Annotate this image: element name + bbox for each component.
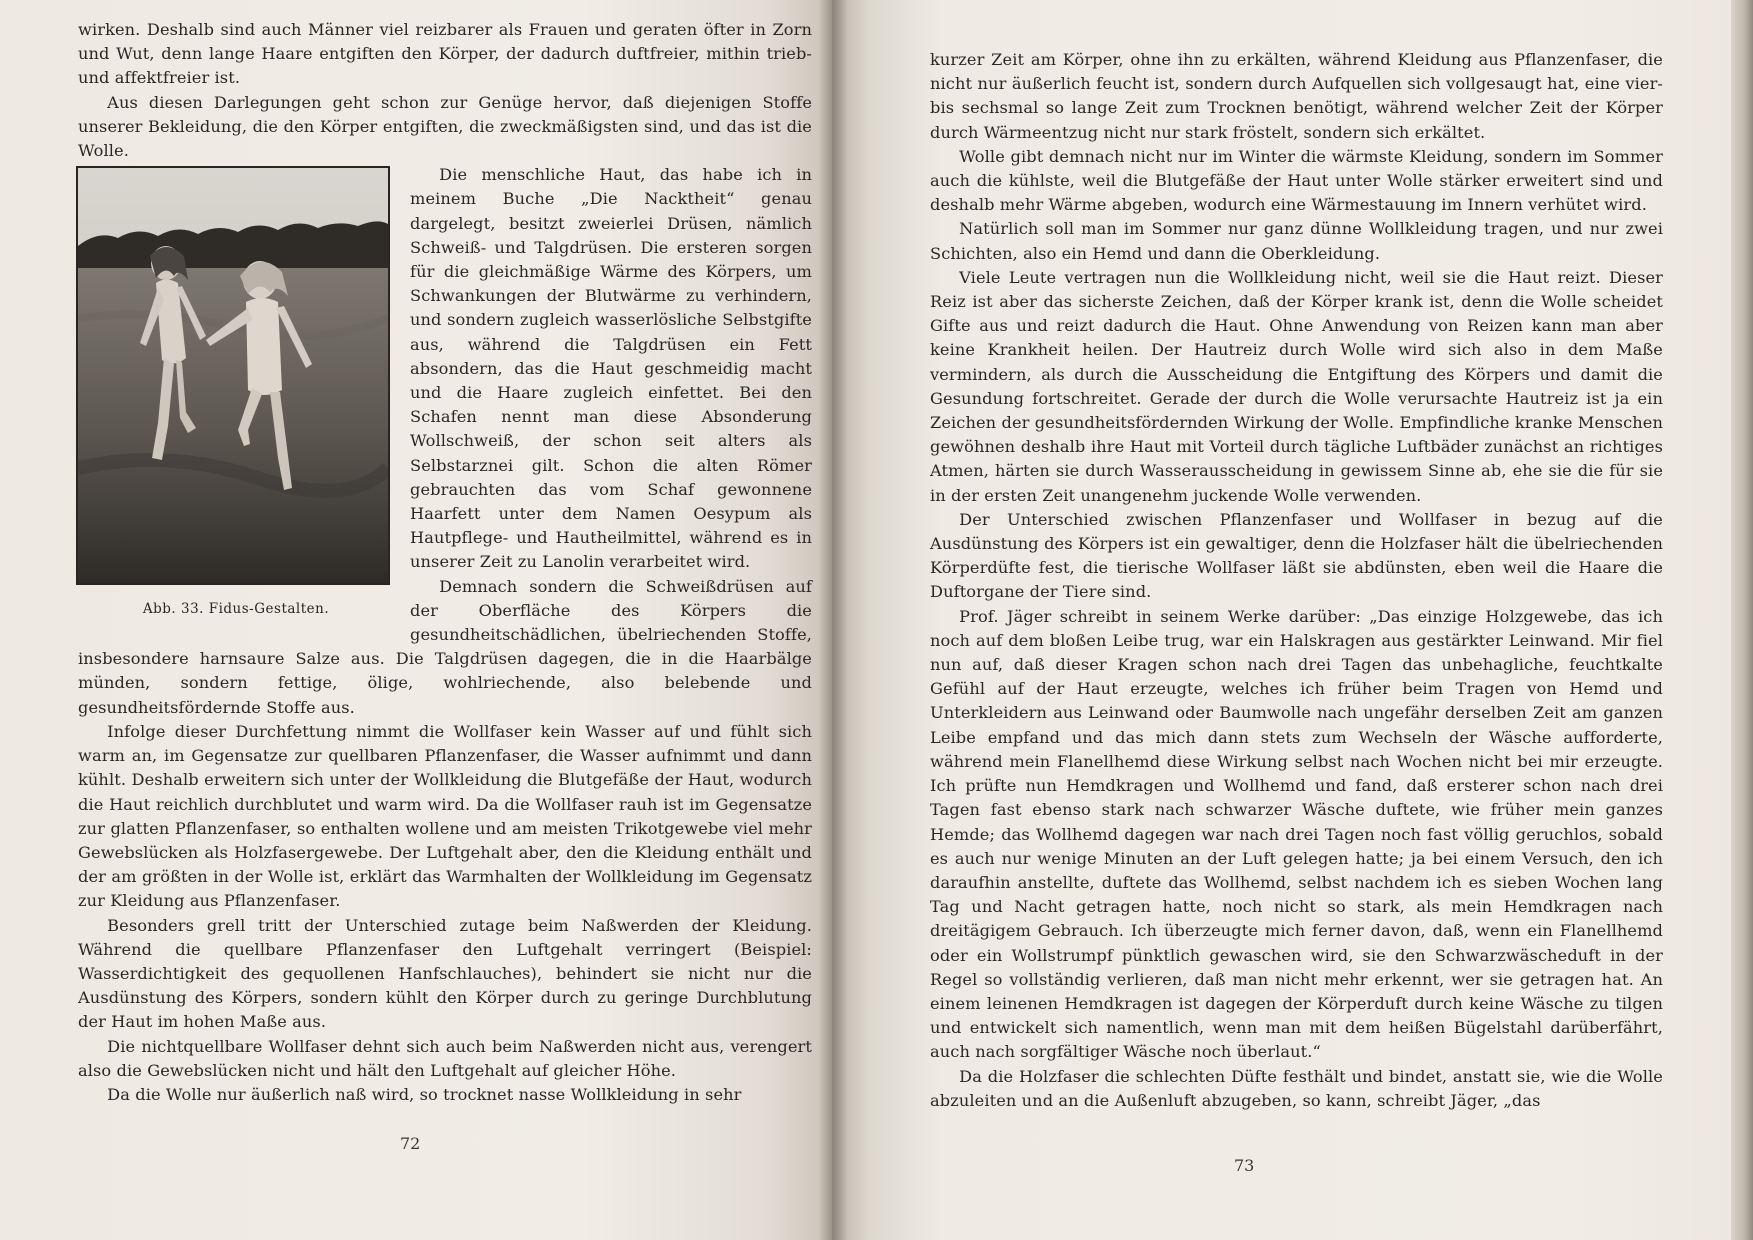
paragraph: Der Unterschied zwischen Pflanzenfaser und Wollfaser in bezug auf die Ausdünstung des Körpers ist ein gewaltiger, denn die Holzfaser hält die übelriechenden Körperdüfte fest, die tierische Wollfaser läßt sie abdünsten, eben weil die Haare die Duftorgane der Tiere sind. <box>930 509 1663 602</box>
paragraph: Prof. Jäger schreibt in seinem Werke darüber: „Das einzige Holzgewebe, das ich noch auf dem bloßen Leibe trug, war ein Halskragen aus gestärkter Leinwand. Mir fiel nun auf, daß dieser Kragen schon nach drei Tagen das unbehagliche, feuchtkalte Gefühl auf der Haut erzeugte, welches ich früher beim Tragen von Hemd und Unterkleidern aus Leinwand oder Baumwolle nach ungefähr derselben Zeit am ganzen Leibe empfand und das mich dann stets zum Wechseln der Wäsche aufforderte, während mein Flanellhemd diese Wirkung selbst nach Wochen nicht bei mir erzeugte. Ich prüfte nun Hemdkragen und Wollhemd und fand, daß ersterer schon nach drei Tagen fast ebenso stark nach schwarzer Wäsche duftete, wie früher mein ganzes Hemde; das Wollhemd dagegen war nach drei Tagen noch fast völlig geruchlos, sobald es auch nur wenige Minuten an der Luft gelegen hatte; ja bei einem Versuch, den ich daraufhin anstellte, duftete das Wollhemd, selbst nachdem ich es sieben Wochen lang Tag und Nacht getragen hatte, noch nicht so stark, als mein Hemdkragen nach dreitägigem Gebrauch. Ich überzeugte mich ferner davon, daß, wenn ein Flanellhemd oder ein Wollstrumpf pünktlich gewaschen wird, sie den Schwarzwäscheduft in der Regel so vollständig verlieren, daß man nicht mehr erkennt, wer sie getragen hat. An einem leinenen Hemdkragen ist dagegen der Körperduft durch keine Wäsche zu tilgen und entwickelt sich namentlich, wenn man mit dem heißen Bügelstahl darüberfährt, auch nach sorgfältiger Wäsche noch überlaut.“ <box>930 606 1663 1062</box>
page-number: 73 <box>1234 1156 1255 1175</box>
paragraph: kurzer Zeit am Körper, ohne ihn zu erkälten, während Kleidung aus Pflanzenfaser, die nicht nur äußerlich feucht ist, sondern durch Aufquellen sich vollgesaugt hat, eine vier- bis sechsmal so lange Zeit zum Trocknen benötigt, während welcher Zeit der Körper durch Wärmeentzug nicht nur stark fröstelt, sondern sich erkältet. <box>930 50 1663 142</box>
left-page-text <box>78 18 812 1107</box>
photo-image <box>78 168 388 583</box>
paragraph: Da die Holzfaser die schlechten Düfte festhält und bindet, anstatt sie, wie die Wolle abzuleiten und an die Außenluft abzugeben, so kann, schreibt Jäger, „das <box>930 1066 1663 1110</box>
paragraph: Die nichtquellbare Wollfaser dehnt sich auch beim Naßwerden nicht aus, verengert also die Gewebslücken nicht und hält den Luftgehalt auf gleicher Höhe. <box>78 1036 812 1080</box>
figure <box>76 166 396 621</box>
left-page <box>0 0 832 1240</box>
right-page-text <box>930 48 1663 1113</box>
paragraph: Aus diesen Darlegungen geht schon zur Genüge hervor, daß diejenigen Stoffe unserer Bekleidung, die den Körper entgiften, die zweckmäßigsten sind, und das ist die Wolle. <box>78 92 812 161</box>
page-number: 72 <box>400 1134 421 1153</box>
paragraph: wirken. Deshalb sind auch Männer viel reizbarer als Frauen und geraten öfter in Zorn und Wut, denn lange Haare entgiften den Körper, der dadurch duftfreier, mithin trieb- und affektfreier ist. <box>78 20 812 88</box>
page-edge <box>1731 0 1753 1240</box>
figure-caption: Abb. 33. Fidus-Gestalten. <box>142 601 330 618</box>
photo-two-children-running <box>76 166 390 585</box>
paragraph: Die menschliche Haut, das habe ich in meinem Buche „Die Nacktheit“ genau dargelegt, besitzt zweierlei Drüsen, nämlich Schweiß- und Talgdrüsen. Die ersteren sorgen für die gleichmäßige Wärme des Körpers, um Schwankungen der Blutwärme zu verhindern, und sondern zugleich wasserlösliche Selbstgifte aus, während die Talgdrüsen ein Fett absondern, das die Haut geschmeidig macht und die Haare zugleich einfettet. Bei den Schafen nennt man diese Absonderung Wollschweiß, der schon seit alters als Selbstarznei gilt. Schon die alten Römer gebrauchten das vom Schaf gewonnene Haarfett unter dem Namen Oesypum als Hautpflege- und Hautheilmittel, während es in unserer Zeit zu Lanolin verarbeitet wird. <box>410 165 812 572</box>
paragraph: Wolle gibt demnach nicht nur im Winter die wärmste Kleidung, sondern im Sommer auch die kühlste, weil die Blutgefäße der Haut unter Wolle stärker erweitert sind und deshalb mehr Wärme abgeben, wodurch eine Wärmestauung im Innern verhütet wird. <box>930 146 1663 215</box>
paragraph: Besonders grell tritt der Unterschied zutage beim Naßwerden der Kleidung. Während die quellbare Pflanzenfaser den Luftgehalt verringert (Beispiel: Wasserdichtigkeit des gequollenen Hanfschlauches), behindert sie nicht nur die Ausdünstung des Körpers, sondern kühlt den Körper durch zu geringe Durchblutung der Haut im hohen Maße aus. <box>78 915 812 1032</box>
right-page <box>832 0 1753 1240</box>
paragraph: Infolge dieser Durchfettung nimmt die Wollfaser kein Wasser auf und fühlt sich warm an, im Gegensatze zur quellbaren Pflanzenfaser, die Wasser aufnimmt und dann kühlt. Deshalb erweitern sich unter der Wollkleidung die Blutgefäße der Haut, wodurch die Haut reichlich durchblutet und warm wird. Da die Wollfaser rauh ist im Gegensatze zur glatten Pflanzenfaser, so enthalten wollene und am meisten Trikotgewebe viel mehr Gewebslücken als Holzfasergewebe. Der Luftgehalt aber, den die Kleidung enthält und der am größten in der Wolle ist, erklärt das Warmhalten der Wollkleidung im Gegensatz zur Kleidung aus Pflanzenfaser. <box>78 721 812 911</box>
paragraph: Da die Wolle nur äußerlich naß wird, so trocknet nasse Wollkleidung in sehr <box>107 1084 742 1104</box>
paragraph: Viele Leute vertragen nun die Wollkleidung nicht, weil sie die Haut reizt. Dieser Reiz ist aber das sicherste Zeichen, daß der Körper krank ist, denn die Wolle scheidet Gifte aus und reizt dadurch die Haut. Ohne Anwendung von Reizen kann man aber keine Krankheit heilen. Der Hautreiz durch Wolle wird sich also in dem Maße vermindern, als durch die Ausscheidung die Entgiftung des Körpers und damit die Gesundung fortschreitet. Gerade der durch die Wolle verursachte Hautreiz ist ja ein Zeichen der gesundheitsfördernden Wirkung der Wolle. Empfindliche kranke Menschen gewöhnen deshalb ihre Haut mit Vorteil durch tägliche Luftbäder zunächst an richtiges Atmen, härten sie durch Wasserausscheidung in gewissem Sinne ab, ehe sie die für sie in der ersten Zeit unangenehm juckende Wolle verwenden. <box>930 267 1663 505</box>
paragraph: Natürlich soll man im Sommer nur ganz dünne Wollkleidung tragen, und nur zwei Schichten, also ein Hemd und dann die Oberkleidung. <box>930 219 1663 263</box>
book-gutter <box>818 0 848 1240</box>
paragraph: Demnach sondern die Schweißdrüsen auf der Oberfläche des Körpers die gesundheitschädlichen, übelriechenden Stoffe, insbesondere harnsaure Salze aus. Die Talgdrüsen dagegen, die in die Haarbälge münden, sondern fettige, ölige, wohlriechende, also belebende und gesundheitsfördernde Stoffe aus. <box>78 576 812 717</box>
